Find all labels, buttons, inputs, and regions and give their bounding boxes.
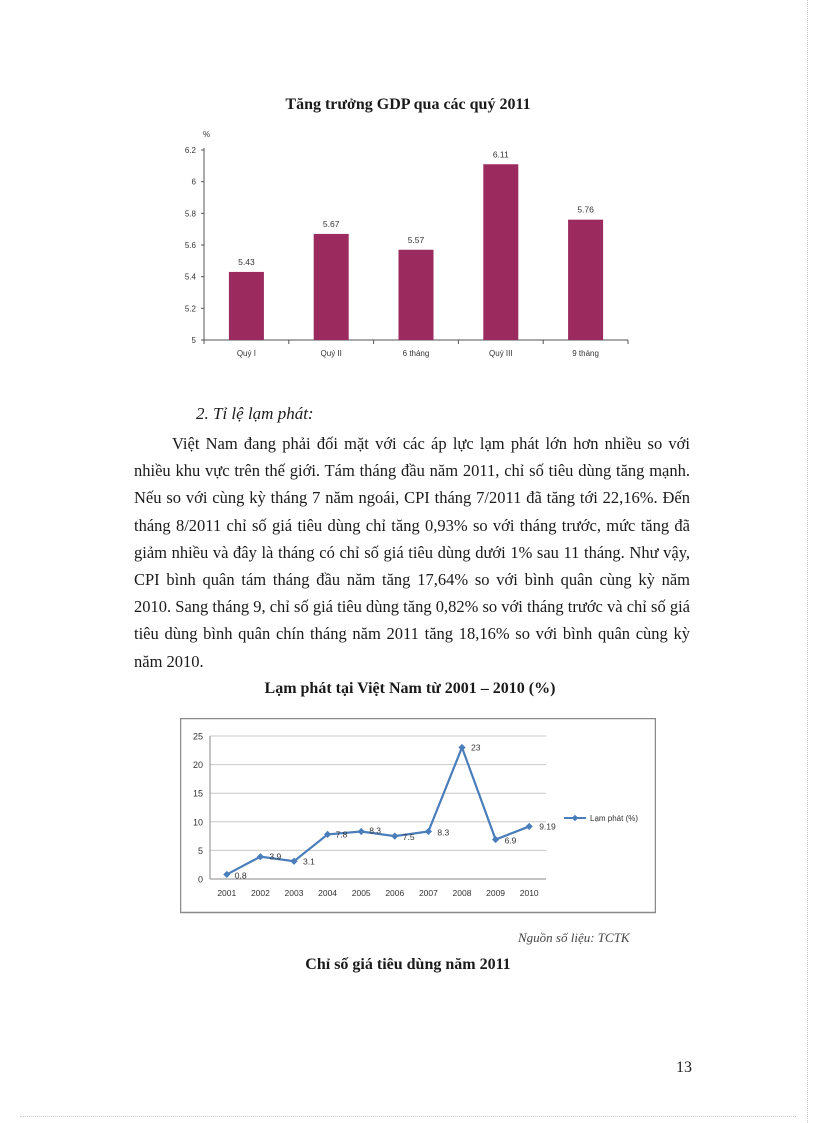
legend-label: Lạm phát (%) (590, 814, 639, 823)
data-label: 3.9 (269, 851, 282, 862)
bar-value-label: 5.67 (322, 218, 340, 229)
x-tick-label: 2005 (351, 888, 371, 898)
x-tick-label: 2004 (318, 888, 338, 898)
x-category-label: Quý III (489, 349, 513, 358)
chart-frame (181, 719, 656, 913)
gdp-bar-chart (176, 124, 636, 364)
data-label: 9.19 (539, 821, 556, 832)
bar (229, 272, 264, 340)
bar-value-label: 5.43 (238, 256, 255, 267)
inflation-line-chart (180, 718, 656, 914)
data-source-note: Nguồn số liệu: TCTK (518, 930, 630, 945)
x-tick-label: 2008 (452, 888, 472, 898)
y-tick-label: 6 (191, 177, 196, 187)
x-category-label: 9 tháng (572, 349, 599, 358)
y-tick-label: 5.4 (184, 272, 196, 282)
bar-value-label: 5.76 (577, 204, 594, 215)
cpi-chart-title: Chỉ số giá tiêu dùng năm 2011 (305, 956, 511, 973)
x-tick-label: 2006 (385, 888, 405, 898)
inflation-chart-title: Lạm phát tại Việt Nam từ 2001 – 2010 (%) (264, 680, 556, 697)
page-bottom-rule (20, 1116, 796, 1117)
data-label: 23 (471, 742, 481, 753)
y-tick-label: 5.2 (184, 304, 196, 314)
section-heading: 2. Tỉ lệ lạm phát: (196, 404, 314, 423)
x-tick-label: 2010 (519, 888, 539, 898)
page-edge-rule (807, 0, 808, 1123)
y-tick-label: 5 (191, 336, 196, 345)
data-label: 6.9 (504, 835, 517, 846)
bar (568, 220, 603, 340)
y-axis-label: % (203, 130, 211, 139)
bar (314, 234, 349, 340)
y-tick-label: 25 (192, 731, 203, 742)
x-tick-label: 2007 (418, 888, 438, 898)
body-paragraph: Việt Nam đang phải đối mặt với các áp lực lạm phát lớn hơn nhiều so với nhiều khu vực trên thế giới. Tám tháng đầu năm 2011, chỉ số tiêu dùng tăng mạnh. Nếu so với cùng kỳ tháng 7 năm ngoái, CPI tháng 7/2011 đã tăng tới 22,16%. Đến tháng 8/2011 chỉ số giá tiêu dùng chỉ tăng 0,93% so với tháng trước, mức tăng đã giảm nhiều và đây là tháng có chỉ số giá tiêu dùng dưới 1% sau 11 tháng. Như vậy, CPI bình quân tám tháng đầu năm tăng 17,64% so với bình quân cùng kỳ năm 2010. Sang tháng 9, chỉ số giá tiêu dùng tăng 0,82% so với tháng trước và chỉ số giá tiêu dùng bình quân chín tháng năm 2011 tăng 18,16% so với bình quân cùng kỳ năm 2010. (134, 434, 690, 671)
y-tick-label: 10 (192, 817, 203, 828)
y-tick-label: 6.2 (184, 146, 196, 155)
data-label: 3.1 (303, 856, 315, 867)
page-number: 13 (676, 1059, 692, 1076)
bar-value-label: 5.57 (407, 234, 425, 245)
y-tick-label: 5.6 (184, 241, 196, 250)
data-label: 8.3 (369, 825, 382, 836)
x-tick-label: 2003 (284, 888, 304, 898)
gdp-chart-title: Tăng trưởng GDP qua các quý 2011 (285, 96, 531, 113)
bar (483, 164, 518, 340)
data-label: 8.3 (437, 827, 450, 838)
y-tick-label: 5.8 (184, 209, 196, 219)
y-tick-label: 20 (192, 760, 203, 771)
x-category-label: Quý I (236, 349, 256, 358)
x-category-label: 6 tháng (402, 349, 430, 358)
x-tick-label: 2001 (217, 888, 237, 898)
bar-value-label: 6.11 (492, 149, 509, 160)
y-tick-label: 5 (197, 845, 203, 856)
data-label: 0.8 (234, 870, 247, 881)
x-tick-label: 2009 (486, 888, 506, 898)
bar (399, 250, 434, 340)
y-tick-label: 0 (197, 874, 203, 885)
x-category-label: Quý II (320, 349, 342, 358)
y-tick-label: 15 (192, 788, 203, 799)
data-label: 7.8 (335, 829, 348, 840)
data-label: 7.5 (402, 832, 415, 843)
x-tick-label: 2002 (250, 888, 270, 898)
